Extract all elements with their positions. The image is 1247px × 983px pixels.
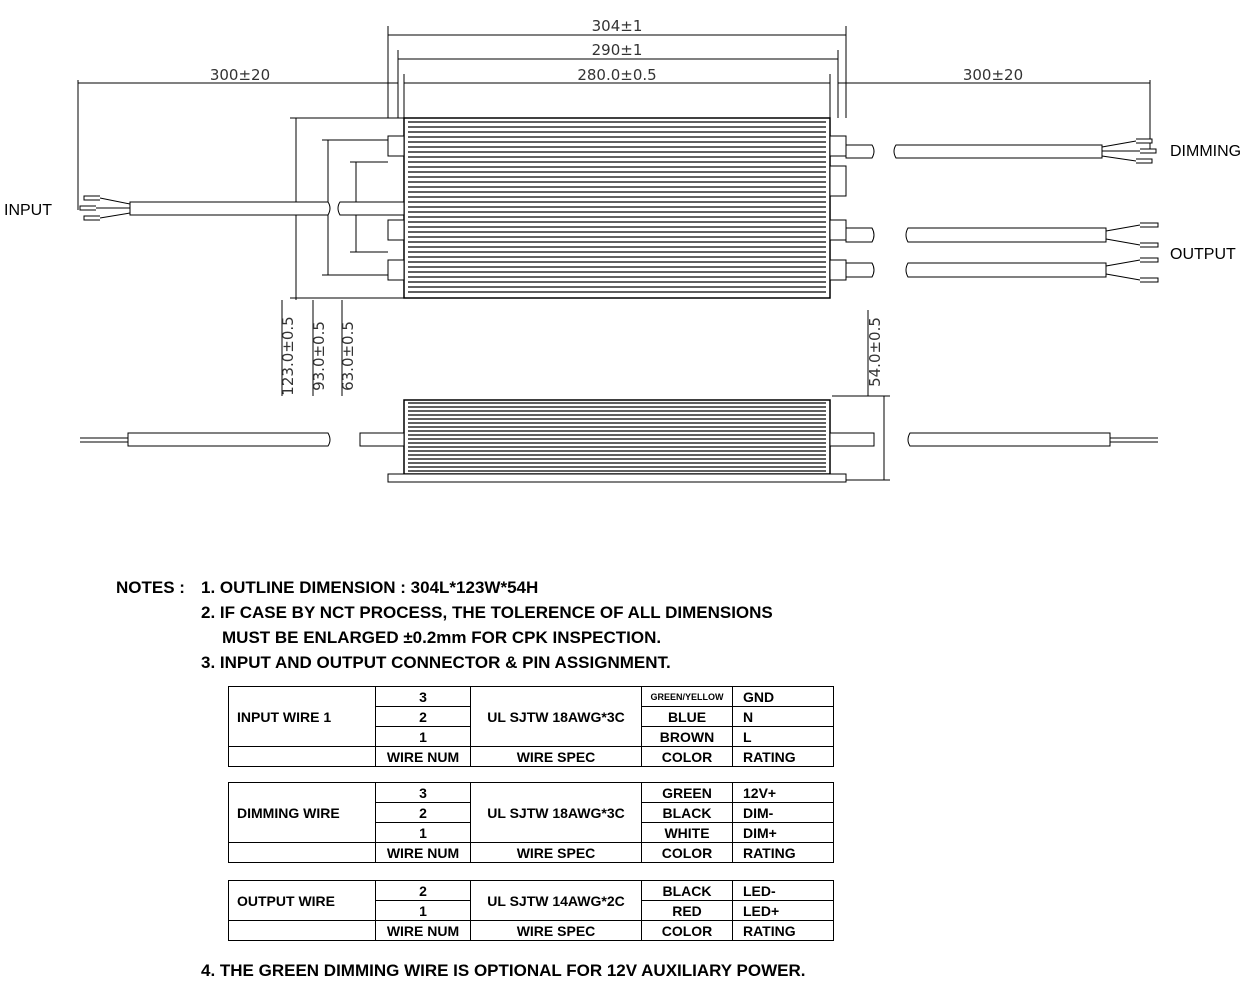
input-cable xyxy=(130,202,330,215)
wire-color: BROWN xyxy=(642,727,733,747)
dim-mount-length: 290±1 xyxy=(591,41,643,59)
dim-mount-width-outer: 93.0±0.5 xyxy=(310,321,328,391)
dim-width: 123.0±0.5 xyxy=(279,316,297,396)
wire-rating: DIM- xyxy=(733,803,834,823)
header-color: COLOR xyxy=(642,843,733,863)
header-wire-spec: WIRE SPEC xyxy=(471,747,642,767)
header-wire-num: WIRE NUM xyxy=(376,921,471,941)
dimming-wire-name: DIMMING WIRE xyxy=(229,783,376,843)
dim-output-cable: 300±20 xyxy=(962,66,1024,84)
wire-color: WHITE xyxy=(642,823,733,843)
input-wire-spec: UL SJTW 18AWG*3C xyxy=(471,687,642,747)
case-side-view xyxy=(80,400,1158,482)
wire-rating: LED- xyxy=(733,881,834,901)
header-wire-num: WIRE NUM xyxy=(376,747,471,767)
dimming-label: DIMMING xyxy=(1170,143,1242,160)
wire-color: BLUE xyxy=(642,707,733,727)
wire-color: GREEN xyxy=(642,783,733,803)
wire-rating: LED+ xyxy=(733,901,834,921)
dimming-wire-table xyxy=(228,782,834,863)
wire-num: 1 xyxy=(376,727,471,747)
input-wire-name: INPUT WIRE 1 xyxy=(229,687,376,747)
header-color: COLOR xyxy=(642,747,733,767)
case-top-view xyxy=(388,118,846,298)
header-wire-num: WIRE NUM xyxy=(376,843,471,863)
dimming-cable xyxy=(894,145,1102,158)
dimming-wire-spec: UL SJTW 18AWG*3C xyxy=(471,783,642,843)
wire-num: 2 xyxy=(376,707,471,727)
wire-rating: 12V+ xyxy=(733,783,834,803)
wire-num: 2 xyxy=(376,803,471,823)
input-label: INPUT xyxy=(4,202,52,219)
header-wire-spec: WIRE SPEC xyxy=(471,921,642,941)
wire-rating: GND xyxy=(733,687,834,707)
wire-num: 1 xyxy=(376,823,471,843)
notes-prefix: NOTES : xyxy=(116,578,185,597)
output-wire-name: OUTPUT WIRE xyxy=(229,881,376,921)
output-wire-table xyxy=(228,880,834,941)
header-color: COLOR xyxy=(642,921,733,941)
note-2a: 2. IF CASE BY NCT PROCESS, THE TOLERENCE OF ALL DIMENSIONS xyxy=(201,603,773,622)
blank-cell xyxy=(229,843,376,863)
blank-cell xyxy=(229,921,376,941)
wire-num: 1 xyxy=(376,901,471,921)
input-wire-table xyxy=(228,686,834,767)
output-cable-1 xyxy=(906,228,1106,242)
output-cable-2 xyxy=(906,263,1106,277)
header-rating: RATING xyxy=(733,747,834,767)
wire-rating: L xyxy=(733,727,834,747)
output-label: OUTPUT xyxy=(1170,246,1236,263)
wire-color: RED xyxy=(642,901,733,921)
wire-rating: N xyxy=(733,707,834,727)
wire-num: 2 xyxy=(376,881,471,901)
note-2b: MUST BE ENLARGED ±0.2mm FOR CPK INSPECTION. xyxy=(222,628,662,647)
wire-num: 3 xyxy=(376,687,471,707)
dim-input-cable: 300±20 xyxy=(209,66,271,84)
header-rating: RATING xyxy=(733,843,834,863)
note-3: 3. INPUT AND OUTPUT CONNECTOR & PIN ASSIGNMENT. xyxy=(201,653,671,672)
blank-cell xyxy=(229,747,376,767)
dim-mount-width-inner: 63.0±0.5 xyxy=(339,321,357,391)
wire-num: 3 xyxy=(376,783,471,803)
dim-height: 54.0±0.5 xyxy=(866,317,884,387)
wire-color: BLACK xyxy=(642,803,733,823)
note-4: 4. THE GREEN DIMMING WIRE IS OPTIONAL FOR 12V AUXILIARY POWER. xyxy=(201,961,806,980)
header-rating: RATING xyxy=(733,921,834,941)
output-wire-spec: UL SJTW 14AWG*2C xyxy=(471,881,642,921)
wire-color: BLACK xyxy=(642,881,733,901)
header-wire-spec: WIRE SPEC xyxy=(471,843,642,863)
wire-rating: DIM+ xyxy=(733,823,834,843)
note-1: 1. OUTLINE DIMENSION : 304L*123W*54H xyxy=(201,578,539,597)
dim-body-length: 280.0±0.5 xyxy=(577,66,657,84)
dim-overall-length: 304±1 xyxy=(591,17,643,35)
wire-color: GREEN/YELLOW xyxy=(642,687,733,707)
